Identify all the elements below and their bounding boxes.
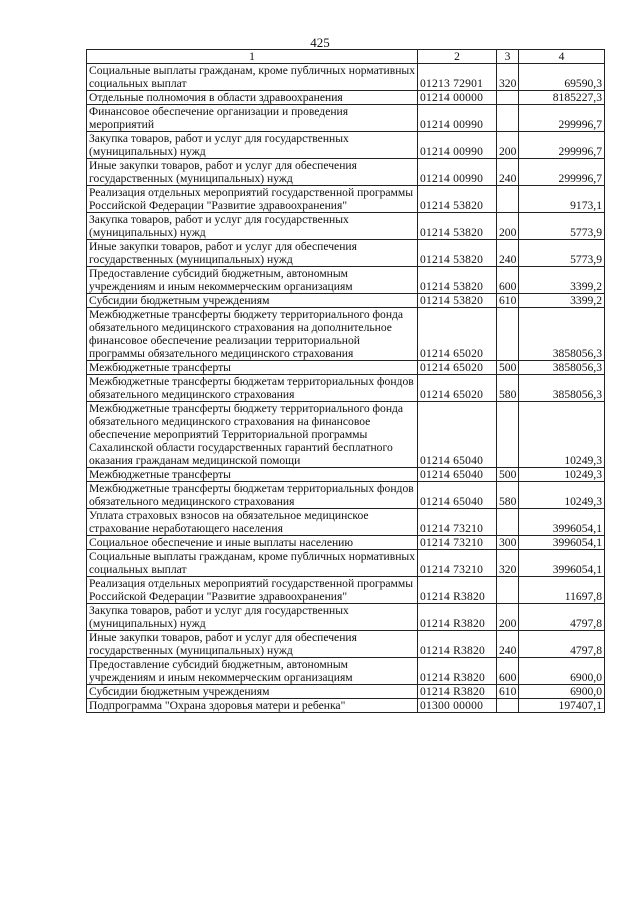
table-row	[87, 213, 605, 240]
row-expense-type: 500	[497, 468, 519, 482]
row-name: Социальное обеспечение и иные выплаты населению	[87, 536, 418, 550]
row-code: 01214 00990	[418, 105, 497, 132]
row-expense-type: 200	[497, 132, 519, 159]
row-expense-type	[497, 699, 519, 713]
row-amount: 10249,3	[519, 468, 605, 482]
header-col-1: 1	[87, 50, 418, 64]
row-name: Иные закупки товаров, работ и услуг для обеспечения государственных (муниципальных) нужд	[87, 240, 418, 267]
row-name: Иные закупки товаров, работ и услуг для обеспечения государственных (муниципальных) нужд	[87, 631, 418, 658]
row-amount: 299996,7	[519, 159, 605, 186]
header-col-4: 4	[519, 50, 605, 64]
table-row	[87, 186, 605, 213]
table-row	[87, 536, 605, 550]
table-row	[87, 91, 605, 105]
row-expense-type: 240	[497, 631, 519, 658]
header-col-3: 3	[497, 50, 519, 64]
row-name: Закупка товаров, работ и услуг для государственных (муниципальных) нужд	[87, 213, 418, 240]
row-name: Реализация отдельных мероприятий государственной программы Российской Федерации "Развитие здравоохранения"	[87, 186, 418, 213]
row-expense-type: 600	[497, 267, 519, 294]
row-expense-type: 610	[497, 685, 519, 699]
page-number: 425	[310, 35, 330, 50]
table-row	[87, 267, 605, 294]
row-expense-type: 240	[497, 240, 519, 267]
table-row	[87, 658, 605, 685]
row-amount: 10249,3	[519, 482, 605, 509]
row-code: 01214 65020	[418, 308, 497, 361]
row-expense-type: 600	[497, 658, 519, 685]
budget-table	[86, 49, 605, 713]
row-code: 01214 R3820	[418, 604, 497, 631]
row-amount: 3996054,1	[519, 550, 605, 577]
row-expense-type	[497, 308, 519, 361]
row-expense-type	[497, 402, 519, 468]
row-code: 01214 65040	[418, 402, 497, 468]
header-col-2: 2	[418, 50, 497, 64]
row-name: Реализация отдельных мероприятий государственной программы Российской Федерации "Развитие здравоохранения"	[87, 577, 418, 604]
row-expense-type	[497, 186, 519, 213]
table-row	[87, 509, 605, 536]
row-amount: 11697,8	[519, 577, 605, 604]
row-amount: 6900,0	[519, 685, 605, 699]
table-row	[87, 577, 605, 604]
table-row	[87, 361, 605, 375]
row-amount: 3858056,3	[519, 308, 605, 361]
row-code: 01214 73210	[418, 509, 497, 536]
row-code: 01214 53820	[418, 294, 497, 308]
row-expense-type: 610	[497, 294, 519, 308]
row-code: 01214 53820	[418, 240, 497, 267]
row-expense-type: 320	[497, 64, 519, 91]
table-row	[87, 699, 605, 713]
row-amount: 10249,3	[519, 402, 605, 468]
row-code: 01214 00990	[418, 159, 497, 186]
row-amount: 3858056,3	[519, 361, 605, 375]
row-amount: 3996054,1	[519, 536, 605, 550]
table-row	[87, 159, 605, 186]
row-expense-type: 500	[497, 361, 519, 375]
row-expense-type	[497, 105, 519, 132]
row-name: Межбюджетные трансферты бюджету территориального фонда обязательного медицинского страхования на финансовое обеспечение мероприятий Территориальной программы Сахалинской области государственных гарантий бесплатного оказания гражданам медицинской помощи	[87, 402, 418, 468]
row-name: Социальные выплаты гражданам, кроме публичных нормативных социальных выплат	[87, 550, 418, 577]
row-expense-type: 240	[497, 159, 519, 186]
table-row	[87, 402, 605, 468]
table-row	[87, 468, 605, 482]
row-amount: 9173,1	[519, 186, 605, 213]
row-code: 01214 R3820	[418, 685, 497, 699]
row-code: 01214 65020	[418, 375, 497, 402]
row-name: Межбюджетные трансферты	[87, 468, 418, 482]
row-code: 01214 00990	[418, 132, 497, 159]
row-expense-type: 200	[497, 604, 519, 631]
row-amount: 299996,7	[519, 132, 605, 159]
row-name: Межбюджетные трансферты бюджетам территориальных фондов обязательного медицинского страхования	[87, 375, 418, 402]
header-row	[87, 50, 605, 64]
table-row	[87, 375, 605, 402]
table-row	[87, 604, 605, 631]
row-code: 01214 R3820	[418, 577, 497, 604]
row-amount: 4797,8	[519, 604, 605, 631]
row-name: Уплата страховых взносов на обязательное медицинское страхование неработающего населения	[87, 509, 418, 536]
row-code: 01214 53820	[418, 267, 497, 294]
row-amount: 5773,9	[519, 213, 605, 240]
table-row	[87, 240, 605, 267]
row-code: 01214 R3820	[418, 658, 497, 685]
table-row	[87, 308, 605, 361]
row-code: 01214 65040	[418, 482, 497, 509]
row-name: Финансовое обеспечение организации и проведения мероприятий	[87, 105, 418, 132]
row-name: Закупка товаров, работ и услуг для государственных (муниципальных) нужд	[87, 604, 418, 631]
row-expense-type	[497, 577, 519, 604]
row-code: 01213 72901	[418, 64, 497, 91]
row-name: Межбюджетные трансферты бюджетам территориальных фондов обязательного медицинского страхования	[87, 482, 418, 509]
row-name: Подпрограмма "Охрана здоровья матери и ребенка"	[87, 699, 418, 713]
row-expense-type: 320	[497, 550, 519, 577]
row-expense-type: 200	[497, 213, 519, 240]
row-amount: 6900,0	[519, 658, 605, 685]
table-row	[87, 631, 605, 658]
table-row	[87, 105, 605, 132]
row-name: Иные закупки товаров, работ и услуг для обеспечения государственных (муниципальных) нужд	[87, 159, 418, 186]
row-code: 01214 73210	[418, 536, 497, 550]
table-row	[87, 132, 605, 159]
row-amount: 197407,1	[519, 699, 605, 713]
row-name: Субсидии бюджетным учреждениям	[87, 294, 418, 308]
row-code: 01214 53820	[418, 213, 497, 240]
row-code: 01214 73210	[418, 550, 497, 577]
row-expense-type: 580	[497, 375, 519, 402]
row-name: Предоставление субсидий бюджетным, автономным учреждениям и иным некоммерческим организациям	[87, 267, 418, 294]
row-expense-type	[497, 509, 519, 536]
row-name: Межбюджетные трансферты бюджету территориального фонда обязательного медицинского страхования на дополнительное финансовое обеспечение реализации территориальной программы обязательного медицинского страхования	[87, 308, 418, 361]
row-expense-type: 300	[497, 536, 519, 550]
row-name: Отдельные полномочия в области здравоохранения	[87, 91, 418, 105]
row-name: Закупка товаров, работ и услуг для государственных (муниципальных) нужд	[87, 132, 418, 159]
table-row	[87, 64, 605, 91]
row-code: 01214 00000	[418, 91, 497, 105]
row-code: 01214 65020	[418, 361, 497, 375]
row-name: Социальные выплаты гражданам, кроме публичных нормативных социальных выплат	[87, 64, 418, 91]
row-code: 01300 00000	[418, 699, 497, 713]
row-amount: 3996054,1	[519, 509, 605, 536]
row-amount: 3858056,3	[519, 375, 605, 402]
row-amount: 3399,2	[519, 267, 605, 294]
table-row	[87, 550, 605, 577]
row-name: Предоставление субсидий бюджетным, автономным учреждениям и иным некоммерческим организациям	[87, 658, 418, 685]
row-amount: 4797,8	[519, 631, 605, 658]
row-code: 01214 53820	[418, 186, 497, 213]
row-amount: 8185227,3	[519, 91, 605, 105]
row-name: Межбюджетные трансферты	[87, 361, 418, 375]
row-code: 01214 R3820	[418, 631, 497, 658]
row-amount: 69590,3	[519, 64, 605, 91]
row-expense-type	[497, 91, 519, 105]
row-amount: 5773,9	[519, 240, 605, 267]
row-expense-type: 580	[497, 482, 519, 509]
table-row	[87, 294, 605, 308]
row-amount: 3399,2	[519, 294, 605, 308]
table-row	[87, 685, 605, 699]
row-code: 01214 65040	[418, 468, 497, 482]
row-name: Субсидии бюджетным учреждениям	[87, 685, 418, 699]
row-amount: 299996,7	[519, 105, 605, 132]
table-row	[87, 482, 605, 509]
